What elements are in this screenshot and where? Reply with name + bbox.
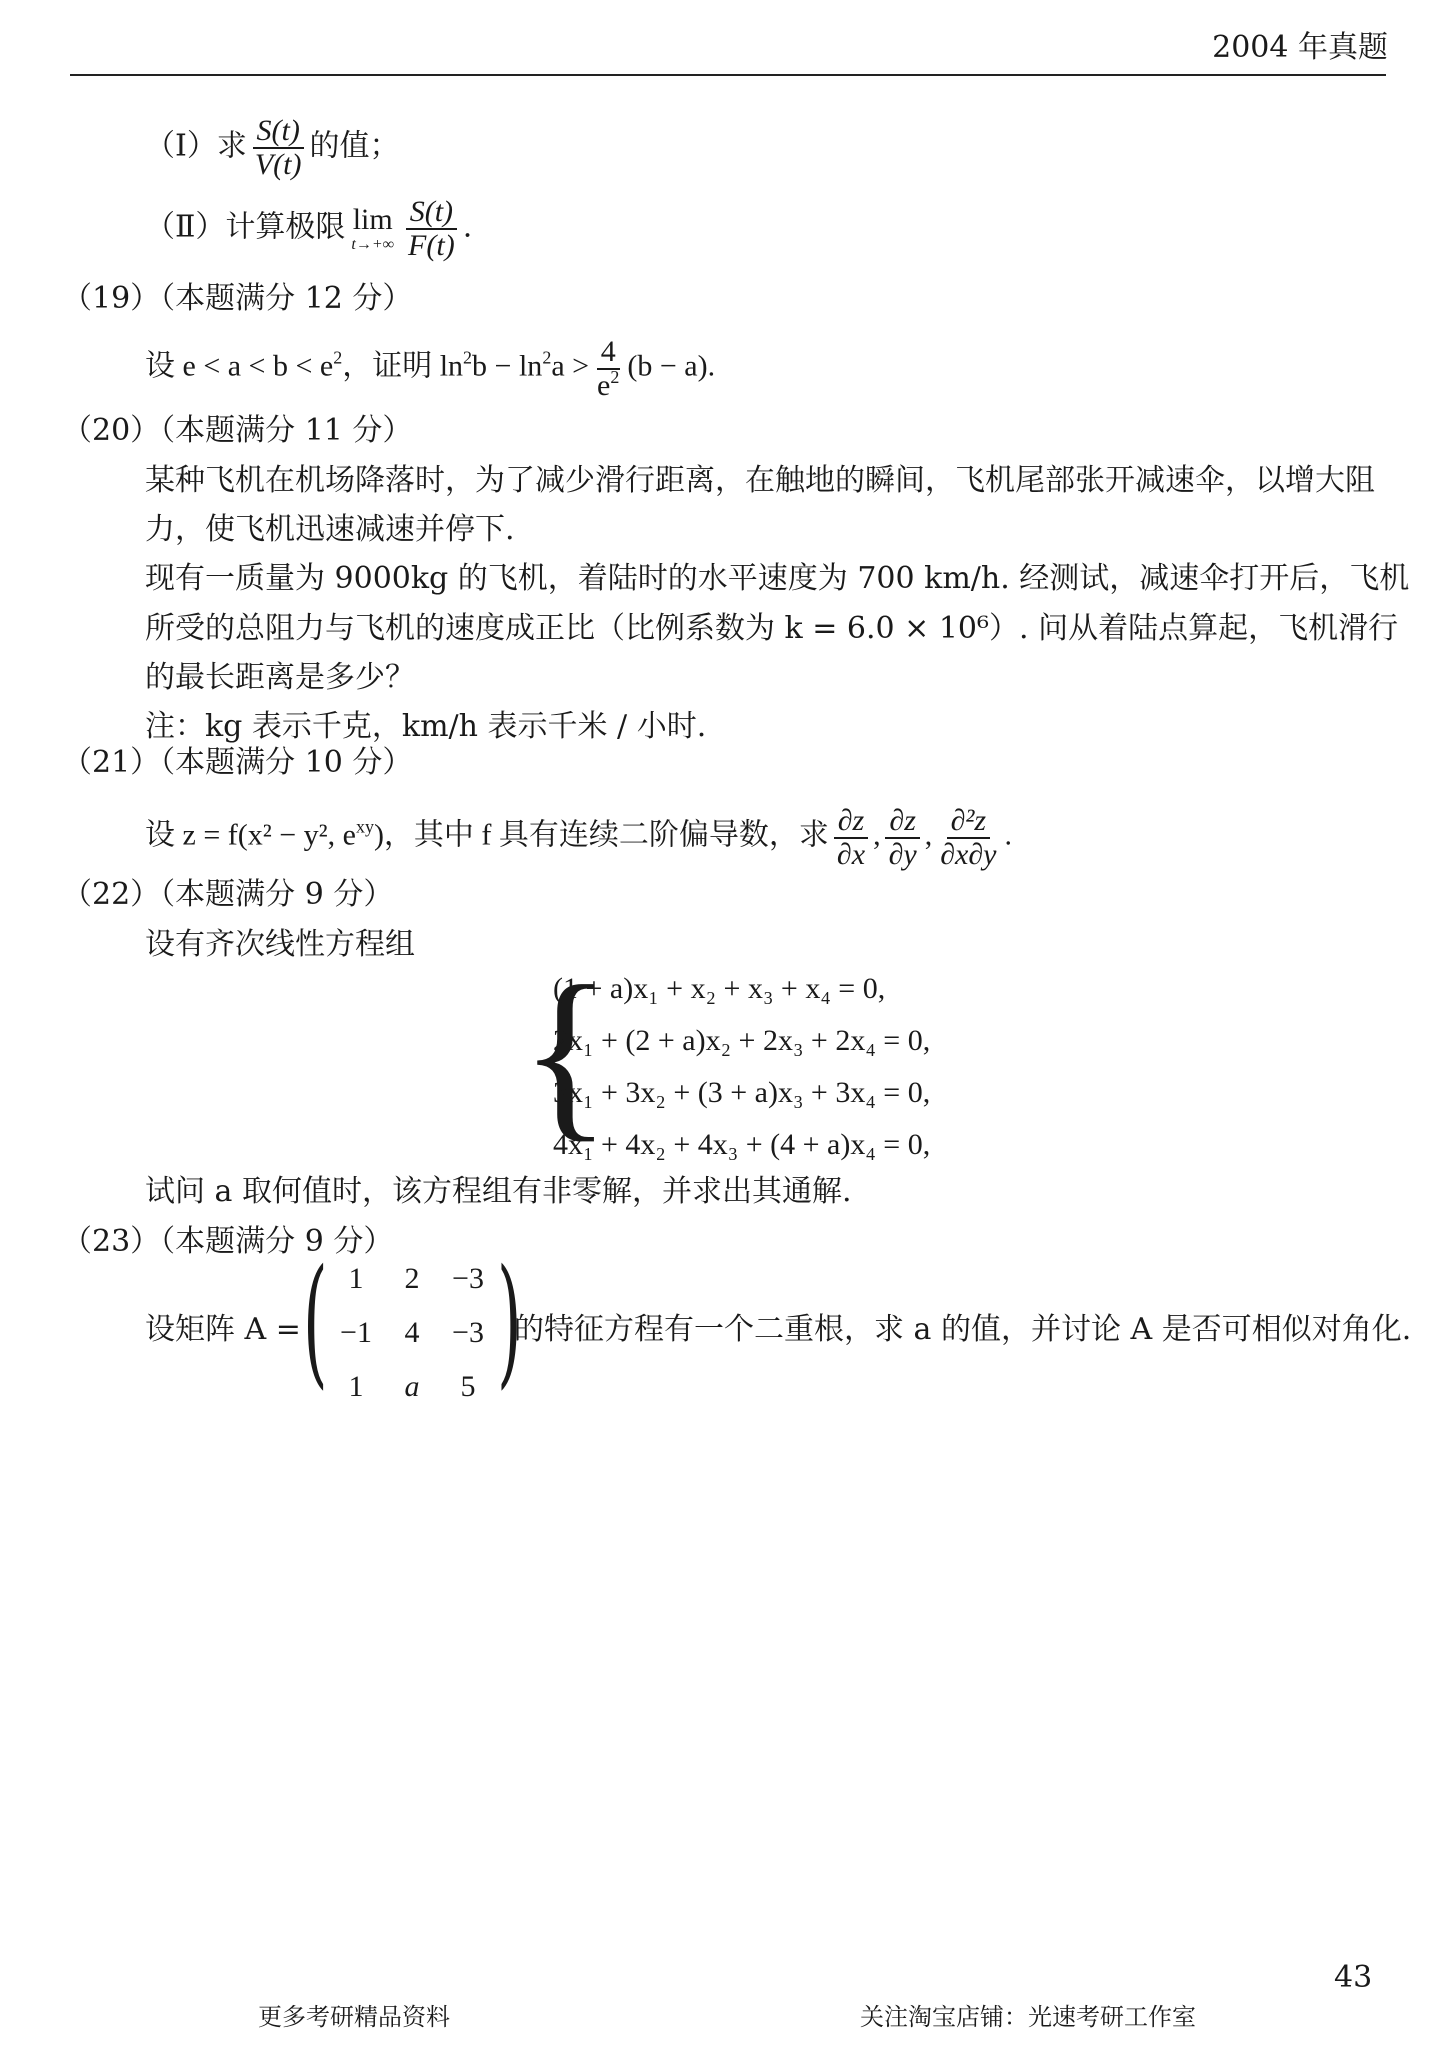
q21-end: . [1004,818,1012,852]
q20-line-4: 所受的总阻力与飞机的速度成正比（比例系数为 k = 6.0 × 10⁶）. 问从着陆点算起，飞机滑行 [145,611,1399,646]
equation-1: (1 + a)x₁ + x₂ + x₃ + x₄ = 0, [553,972,886,1005]
part-i-prefix: （Ⅰ）求 [145,128,247,164]
part-i-numerator: S(t) [253,115,304,149]
q21-text-b: )，其中 f 具有连续二阶偏导数，求 [373,818,829,852]
equation-4: 4x₁ + 4x₂ + 4x₃ + (4 + a)x₄ = 0, [553,1128,931,1161]
q20-line-2: 力，使飞机迅速减速并停下. [145,512,515,547]
part-i [145,115,400,180]
q21-partial-y [885,805,921,870]
page-number: 43 [1334,1960,1373,1995]
part-ii-numerator: S(t) [406,196,457,230]
q19-text-c: b − ln [472,349,543,383]
footer-right: 关注淘宝店铺：光速考研工作室 [860,2003,1196,2031]
part-ii [145,196,472,261]
limit-label: lim [352,202,393,236]
part-i-denominator: V(t) [254,147,302,181]
part-ii-suffix: . [462,209,473,245]
part-i-suffix: 的值； [309,128,400,164]
q19-label: （19）（本题满分 12 分） [62,281,413,316]
equation-system-brace: { [520,948,612,1158]
matrix-cell: −3 [452,1316,484,1349]
matrix-cell: a [404,1370,420,1403]
part-ii-denominator: F(t) [408,228,455,262]
q23-suffix: 的特征方程有一个二重根，求 a 的值，并讨论 A 是否可相似对角化. [514,1312,1412,1347]
part-ii-prefix: （Ⅱ）计算极限 [145,209,346,245]
q19-text-d: a > [551,349,590,383]
q21-f3-num: ∂²z [947,805,991,839]
matrix-cell: 2 [404,1262,420,1295]
q23-prefix: 设矩阵 A = [145,1312,301,1347]
matrix-cell: −1 [340,1316,372,1349]
q22-label: （22）（本题满分 9 分） [62,877,394,912]
q22-question: 试问 a 取何值时，该方程组有非零解，并求出其通解. [145,1174,852,1209]
q20-label: （20）（本题满分 11 分） [62,413,413,448]
equation-3: 3x₁ + 3x₂ + (3 + a)x₃ + 3x₄ = 0, [553,1076,931,1109]
q19-statement: 设 $e < a < b < e^2$，证明 $\ln^2b - \ln^2a$ > $\frac{4}{e^2}$ (b − a). [145,335,716,402]
q21-f3-den: ∂x∂y [940,837,997,871]
q19-fraction [593,336,623,401]
q20-line-5: 的最长距离是多少？ [145,660,415,695]
q21-label: （21）（本题满分 10 分） [62,745,413,780]
q19-frac-den-base: e [597,368,611,402]
q19-text-e: (b − a). [627,349,716,383]
matrix-cell: −3 [452,1262,484,1295]
q19-frac-den: $e^2$ [597,366,620,402]
part-ii-fraction [404,196,459,261]
q21-statement: 设 z = f(x² − y², $e^{xy}$)，其中 f 具有连续二阶偏导数，求 $\frac{\partial z}{\partial x}$ , $\frac{\partial z}{\partial y}$ , $\frac{\text{∂²z}}{\partial x\partial y}$ . [145,804,1012,871]
header-rule [70,74,1386,76]
q21-f2-den: ∂y [888,837,917,871]
page-header-title: 2004 年真题 [1212,30,1388,65]
limit-operator [351,202,395,253]
part-i-fraction [251,115,306,180]
matrix-cell: 1 [348,1370,364,1403]
limit-subscript: t→+∞ [351,235,395,253]
q19-text-b: ，证明 ln [342,349,464,383]
q21-partial-xy [936,805,1000,870]
q21-f1-den: ∂x [836,837,866,871]
matrix-a [328,1262,496,1404]
equation-2: 2x₁ + (2 + a)x₂ + 2x₃ + 2x₄ = 0, [553,1024,931,1057]
q20-line-1: 某种飞机在机场降落时，为了减少滑行距离，在触地的瞬间，飞机尾部张开减速伞，以增大阻 [145,463,1375,498]
matrix-cell: 1 [348,1262,364,1295]
q19-text-a: 设 e < a < b < e [145,349,334,383]
q21-text-a: 设 z = f(x² − y², e [145,818,356,852]
matrix-cell: 4 [404,1316,420,1349]
q23-label: （23）（本题满分 9 分） [62,1224,394,1259]
q21-partial-x [833,805,869,870]
q21-exponent: xy [355,816,374,837]
matrix-right-paren: ) [497,1240,522,1403]
footer-left: 更多考研精品资料 [258,2003,450,2031]
q20-note: 注：kg 表示千克，km/h 表示千米 / 小时. [145,709,707,744]
q19-frac-num: 4 [597,336,620,370]
matrix-left-paren: ( [303,1240,328,1403]
q20-line-3: 现有一质量为 9000kg 的飞机，着陆时的水平速度为 700 km/h. 经测试，减速伞打开后，飞机 [145,561,1410,596]
matrix-cell: 5 [460,1370,476,1403]
q21-f2-num: ∂z [885,805,920,839]
q22-intro: 设有齐次线性方程组 [145,927,415,962]
q21-f1-num: ∂z [834,805,869,839]
